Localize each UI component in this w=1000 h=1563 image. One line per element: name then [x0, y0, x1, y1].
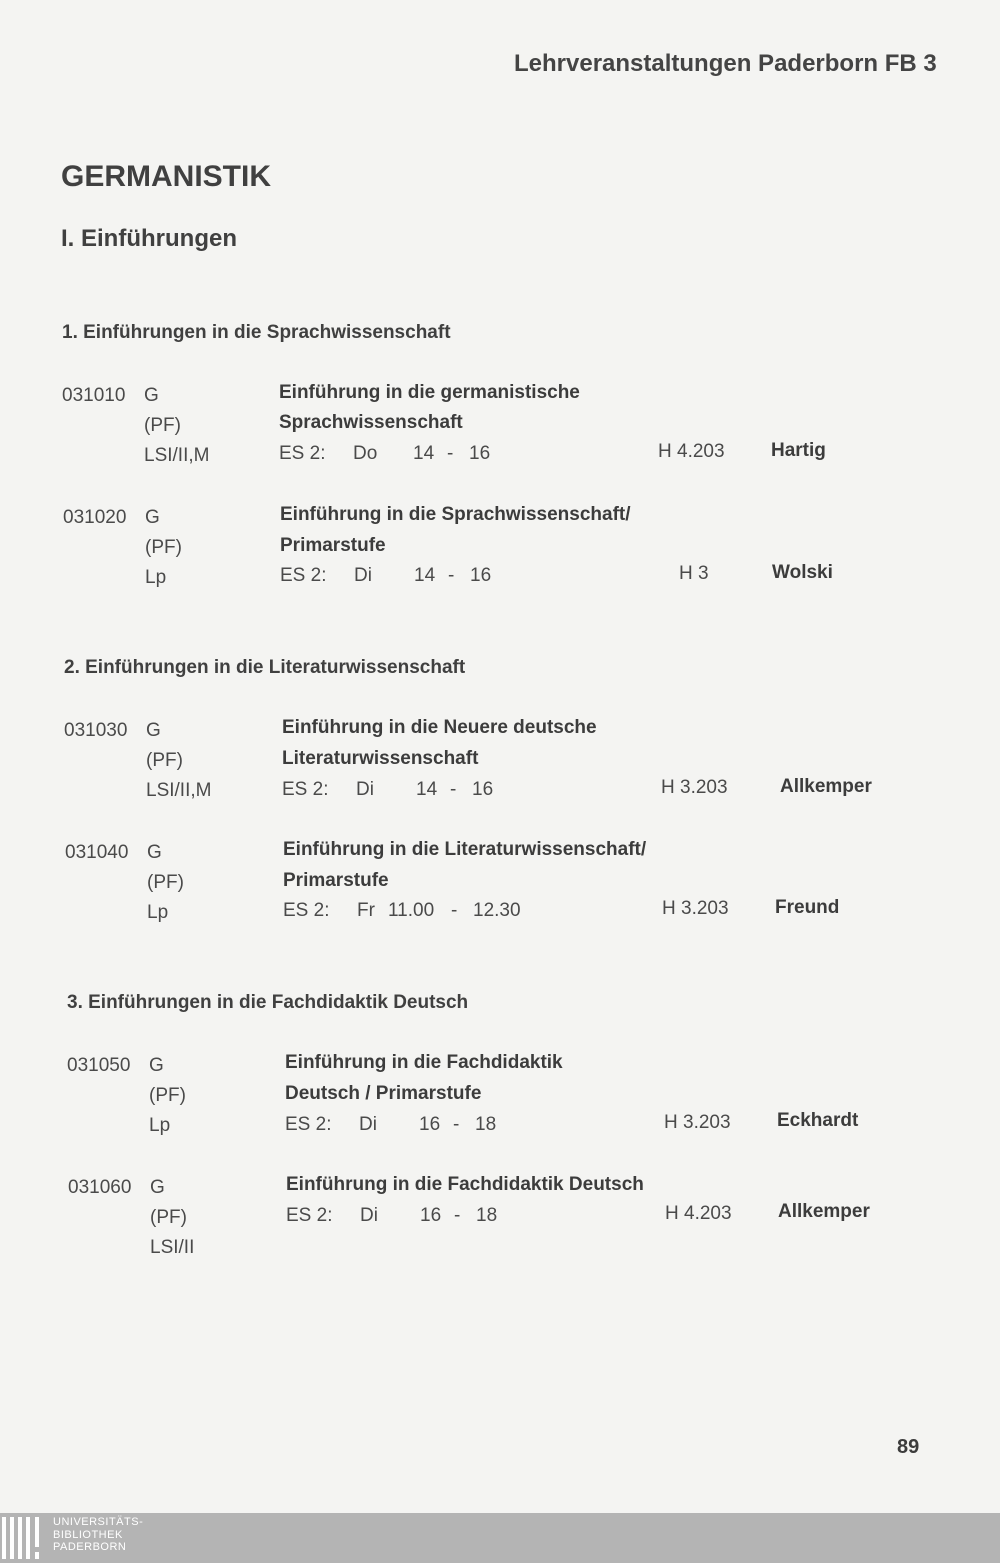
course-room: H 4.203 [658, 441, 725, 462]
course-type: (PF) [144, 415, 181, 436]
course-type: (PF) [147, 872, 184, 893]
course-es: ES 2: [283, 900, 330, 921]
course-time-from: 16 [419, 1114, 441, 1135]
course-title: Einführung in die germanistische [279, 382, 580, 403]
course-number: 031040 [65, 842, 129, 863]
course-room: H 3.203 [661, 777, 728, 798]
course-number: 031030 [64, 720, 128, 741]
course-title: Einführung in die Sprachwissenschaft/ [280, 504, 631, 525]
course-time-dash: - [450, 779, 457, 800]
course-type: G [144, 385, 159, 406]
course-room: H 4.203 [665, 1203, 732, 1224]
course-title: Einführung in die Neuere deutsche [282, 717, 597, 738]
course-time-from: 14 [414, 565, 436, 586]
course-time-dash: - [447, 443, 454, 464]
course-time-to: 18 [475, 1114, 497, 1135]
course-time-from: 16 [420, 1205, 442, 1226]
course-time-from: 11.00 [388, 900, 435, 921]
course-type: Lp [149, 1115, 171, 1136]
course-title: Einführung in die Literaturwissenschaft/ [283, 839, 647, 860]
library-footer-bar [0, 1513, 1000, 1563]
course-lecturer: Allkemper [780, 776, 872, 797]
course-type: LSI/II,M [146, 780, 212, 801]
course-time-to: 18 [476, 1205, 498, 1226]
library-logo-icon [2, 1517, 46, 1559]
course-time-to: 16 [469, 443, 491, 464]
course-time-dash: - [451, 900, 458, 921]
course-lecturer: Hartig [771, 440, 826, 461]
course-room: H 3.203 [664, 1112, 731, 1133]
course-time-dash: - [454, 1205, 461, 1226]
course-time-dash: - [448, 565, 455, 586]
course-type: G [149, 1055, 164, 1076]
course-time-from: 14 [416, 779, 438, 800]
course-type: LSI/II,M [144, 445, 210, 466]
course-time-to: 16 [472, 779, 494, 800]
course-type: G [147, 842, 162, 863]
course-es: ES 2: [286, 1205, 333, 1226]
course-title: Sprachwissenschaft [279, 412, 463, 433]
course-number: 031020 [63, 507, 127, 528]
course-type: G [145, 507, 160, 528]
course-type: (PF) [146, 750, 183, 771]
course-es: ES 2: [282, 779, 329, 800]
course-es: ES 2: [279, 443, 326, 464]
course-title: Einführung in die Fachdidaktik Deutsch [286, 1174, 644, 1195]
course-es: ES 2: [280, 565, 327, 586]
course-day: Do [353, 443, 378, 464]
course-type: Lp [145, 567, 167, 588]
course-number: 031060 [68, 1177, 132, 1198]
logo-line: BIBLIOTHEK [53, 1528, 123, 1541]
course-type: Lp [147, 902, 169, 923]
library-logo-text [53, 1516, 143, 1554]
course-day: Di [356, 779, 374, 800]
course-type: G [146, 720, 161, 741]
course-number: 031050 [67, 1055, 131, 1076]
course-type: G [150, 1177, 165, 1198]
course-day: Di [359, 1114, 377, 1135]
course-day: Di [360, 1205, 378, 1226]
course-room: H 3.203 [662, 898, 729, 919]
course-room: H 3 [679, 563, 709, 584]
course-lecturer: Freund [775, 897, 840, 918]
course-es: ES 2: [285, 1114, 332, 1135]
course-title: Primarstufe [283, 870, 389, 891]
course-type: (PF) [145, 537, 182, 558]
course-type: (PF) [150, 1207, 187, 1228]
section-heading: 1. Einführungen in die Sprachwissenschaft [62, 322, 451, 343]
course-title: Primarstufe [280, 535, 386, 556]
course-lecturer: Wolski [772, 562, 833, 583]
page-number: 89 [897, 1436, 920, 1458]
course-day: Di [354, 565, 372, 586]
course-type: (PF) [149, 1085, 186, 1106]
course-lecturer: Eckhardt [777, 1110, 859, 1131]
course-time-from: 14 [413, 443, 435, 464]
course-title: Literaturwissenschaft [282, 748, 479, 769]
section-heading: 2. Einführungen in die Literaturwissenschaft [64, 657, 466, 678]
part-heading: I. Einführungen [61, 225, 237, 252]
logo-line: UNIVERSITÄTS- [53, 1516, 144, 1528]
logo-line: PADERBORN [53, 1541, 127, 1553]
course-type: LSI/II [150, 1237, 195, 1258]
course-time-dash: - [453, 1114, 460, 1135]
page-title: GERMANISTIK [61, 160, 271, 193]
course-day: Fr [357, 900, 375, 921]
course-title: Deutsch / Primarstufe [285, 1083, 482, 1104]
course-number: 031010 [62, 385, 126, 406]
course-time-to: 16 [470, 565, 492, 586]
section-heading: 3. Einführungen in die Fachdidaktik Deutsch [67, 992, 469, 1013]
course-title: Einführung in die Fachdidaktik [285, 1052, 563, 1073]
course-lecturer: Allkemper [778, 1201, 870, 1222]
running-header: Lehrveranstaltungen Paderborn FB 3 [514, 50, 937, 77]
course-time-to: 12.30 [473, 900, 521, 921]
